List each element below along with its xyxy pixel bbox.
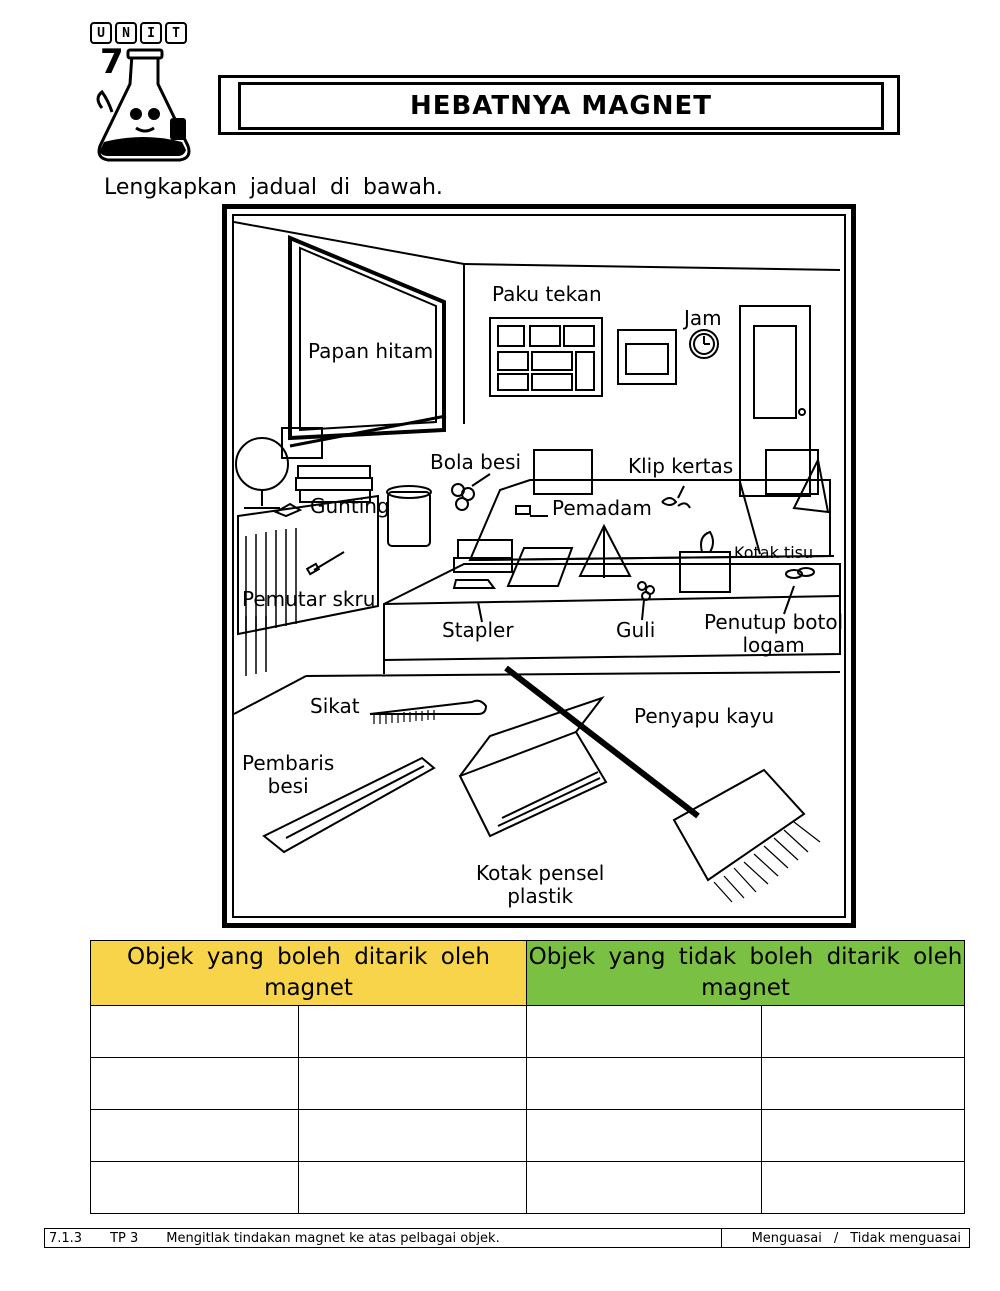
label-gunting: Gunting [310, 494, 390, 518]
footer-tp: TP 3 [110, 1230, 139, 1246]
answer-input[interactable] [527, 1162, 761, 1213]
unit-letter: T [165, 22, 187, 44]
answer-input[interactable] [762, 1006, 964, 1057]
label-stapler: Stapler [442, 618, 514, 642]
label-penutup-botol-line1: Penutup botol [704, 610, 844, 634]
answer-input[interactable] [762, 1058, 964, 1109]
table-cell [299, 1058, 527, 1110]
label-guli: Guli [616, 618, 656, 642]
footer-code: 7.1.3 [49, 1230, 83, 1246]
table-row [91, 1162, 965, 1214]
table-cell [299, 1110, 527, 1162]
label-klip-kertas: Klip kertas [628, 454, 734, 478]
answer-input[interactable] [299, 1110, 526, 1161]
answer-input[interactable] [299, 1058, 526, 1109]
table-row [91, 1058, 965, 1110]
answer-input[interactable] [91, 1110, 298, 1161]
label-jam: Jam [684, 306, 722, 330]
table-cell [762, 1006, 965, 1058]
label-kotak-tisu: Kotak tisu [734, 543, 814, 562]
table-cell [91, 1058, 299, 1110]
table-header-row [91, 941, 965, 1006]
answer-input[interactable] [91, 1058, 298, 1109]
status-menguasai[interactable]: Menguasai [751, 1230, 822, 1246]
label-pemadam: Pemadam [552, 496, 652, 520]
table-cell [527, 1058, 762, 1110]
status-separator: / [833, 1230, 839, 1246]
table-row [91, 1006, 965, 1058]
table-cell [762, 1058, 965, 1110]
label-kotak-pensel-line2: plastik [507, 884, 574, 908]
table-cell [527, 1006, 762, 1058]
answer-input[interactable] [299, 1162, 526, 1213]
classroom-drawing [234, 216, 844, 916]
answer-input[interactable] [91, 1006, 298, 1057]
answer-input[interactable] [762, 1162, 964, 1213]
unit-badge [90, 22, 187, 44]
table-cell [762, 1162, 965, 1214]
instruction-text: Lengkapkan jadual di bawah. [104, 175, 443, 200]
table-cell [527, 1162, 762, 1214]
unit-letter: U [90, 22, 112, 44]
table-cell [299, 1006, 527, 1058]
table-cell [91, 1110, 299, 1162]
header-attracted: Objek yang boleh ditarik oleh magnet [91, 941, 527, 1006]
footer-status [722, 1229, 969, 1247]
header-not-attracted: Objek yang tidak boleh ditarik oleh magnet [527, 941, 965, 1006]
label-sikat: Sikat [310, 694, 360, 718]
footer-standard [45, 1229, 722, 1247]
label-kotak-pensel-line1: Kotak pensel [476, 861, 605, 885]
answer-input[interactable] [762, 1110, 964, 1161]
label-paku-tekan: Paku tekan [492, 282, 602, 306]
answer-table [90, 940, 965, 1214]
label-penutup-botol-line2: logam [742, 633, 805, 657]
label-pemutar-skru: Pemutar skru [242, 587, 376, 611]
table-cell [91, 1006, 299, 1058]
label-penutup-botol [704, 611, 843, 657]
label-pembaris-line1: Pembaris [242, 751, 335, 775]
status-tidak-menguasai[interactable]: Tidak menguasai [850, 1230, 961, 1246]
table-row [91, 1110, 965, 1162]
label-kotak-pensel [476, 862, 604, 908]
label-papan-hitam: Papan hitam [308, 339, 434, 363]
table-cell [527, 1110, 762, 1162]
flask-mascot-icon [88, 48, 198, 164]
table-cell [762, 1110, 965, 1162]
footer-bar [44, 1228, 970, 1248]
footer-description: Mengitlak tindakan magnet ke atas pelbagai objek. [166, 1230, 500, 1246]
answer-input[interactable] [527, 1058, 761, 1109]
label-bola-besi: Bola besi [430, 450, 522, 474]
unit-letter: I [140, 22, 162, 44]
answer-input[interactable] [527, 1006, 761, 1057]
table-cell [299, 1162, 527, 1214]
table-cell [91, 1162, 299, 1214]
label-penyapu-kayu: Penyapu kayu [634, 704, 775, 728]
label-pembaris-line2: besi [267, 774, 309, 798]
answer-input[interactable] [527, 1110, 761, 1161]
page-title: HEBATNYA MAGNET [238, 82, 884, 130]
label-pembaris-besi [242, 752, 334, 798]
answer-input[interactable] [91, 1162, 298, 1213]
answer-input[interactable] [299, 1006, 526, 1057]
unit-letter: N [115, 22, 137, 44]
unit-number: 7 [100, 42, 124, 82]
